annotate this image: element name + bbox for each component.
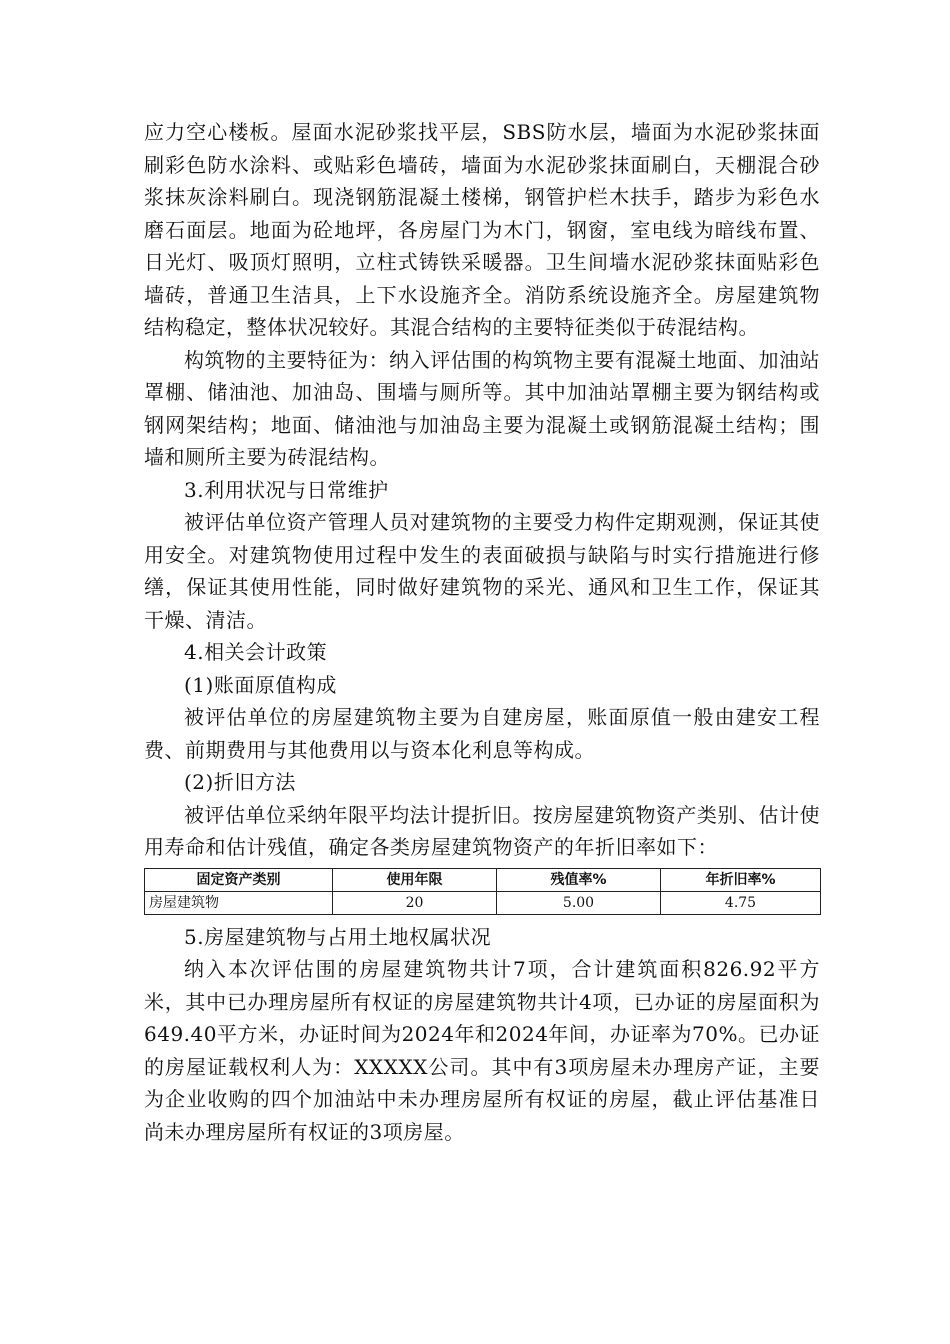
paragraph-building-structure: 应力空心楼板。屋面水泥砂浆找平层，SBS防水层，墙面为水泥砂浆抹面刷彩色防水涂料、或贴彩色墙砖，墙面为水泥砂浆抹面刷白，天棚混合砂浆抹灰涂料刷白。现浇钢筋混凝土楼梯，钢管护栏木扶手，踏步为彩色水磨石面层。地面为砼地坪，各房屋门为木门，钢窗，室电线为暗线布置、日光灯、吸顶灯照明，立柱式铸铁采暖器。卫生间墙水泥砂浆抹面贴彩色墙砖，普通卫生洁具，上下水设施齐全。消防系统设施齐全。房屋建筑物结构稳定，整体状况较好。其混合结构的主要特征类似于砖混结构。 (144, 120, 820, 339)
paragraph-usage-maintenance: 被评估单位资产管理人员对建筑物的主要受力构件定期观测，保证其使用安全。对建筑物使用过程中发生的表面破损与缺陷与时实行措施进行修缮，保证其使用性能，同时做好建筑物的采光、通风和卫生工作，保证其干燥、清洁。 (144, 510, 820, 632)
paragraph-depreciation-method: 被评估单位采纳年限平均法计提折旧。按房屋建筑物资产类别、估计使用寿命和估计残值，确定各类房屋建筑物资产的年折旧率如下： (144, 802, 820, 859)
table-cell-annual-rate: 4.75 (661, 891, 821, 914)
table-header-useful-life: 使用年限 (333, 868, 497, 891)
table-row (145, 891, 821, 914)
depreciation-table (144, 868, 821, 915)
table-header-row (145, 868, 821, 891)
table-cell-residual-rate: 5.00 (497, 891, 661, 914)
table-cell-useful-life: 20 (333, 891, 497, 914)
heading-ownership-status: 5.房屋建筑物与占用土地权属状况 (184, 924, 492, 949)
heading-usage-maintenance: 3.利用状况与日常维护 (184, 477, 389, 502)
paragraph-ownership-status: 纳入本次评估围的房屋建筑物共计7项，合计建筑面积826.92平方米，其中已办理房屋所有权证的房屋建筑物共计4项，已办证的房屋面积为649.40平方米，办证时间为2024年和2024年间，办证率为70%。已办证的房屋证载权利人为：XXXXX公司。其中有3项房屋未办理房产证，主要为企业收购的四个加油站中未办理房屋所有权证的房屋，截止评估基准日尚未办理房屋所有权证的3项房屋。 (144, 957, 820, 1144)
paragraph-book-value: 被评估单位的房屋建筑物主要为自建房屋，账面原值一般由建安工程费、前期费用与其他费用以与资本化利息等构成。 (144, 705, 820, 762)
table-header-annual-rate: 年折旧率% (661, 868, 821, 891)
table-header-residual-rate: 残值率% (497, 868, 661, 891)
paragraph-structures-features: 构筑物的主要特征为：纳入评估围的构筑物主要有混凝土地面、加油站罩棚、储油池、加油岛、围墙与厕所等。其中加油站罩棚主要为钢结构或钢网架结构；地面、储油池与加油岛主要为混凝土或钢筋混凝土结构；围墙和厕所主要为砖混结构。 (144, 347, 820, 469)
subheading-book-value: (1)账面原值构成 (184, 672, 337, 697)
table-cell-asset-class: 房屋建筑物 (145, 891, 333, 914)
document-page (144, 116, 820, 1148)
heading-accounting-policy: 4.相关会计政策 (184, 640, 328, 664)
table-header-asset-class: 固定资产类别 (145, 868, 333, 891)
subheading-depreciation-method: (2)折旧方法 (184, 770, 296, 794)
